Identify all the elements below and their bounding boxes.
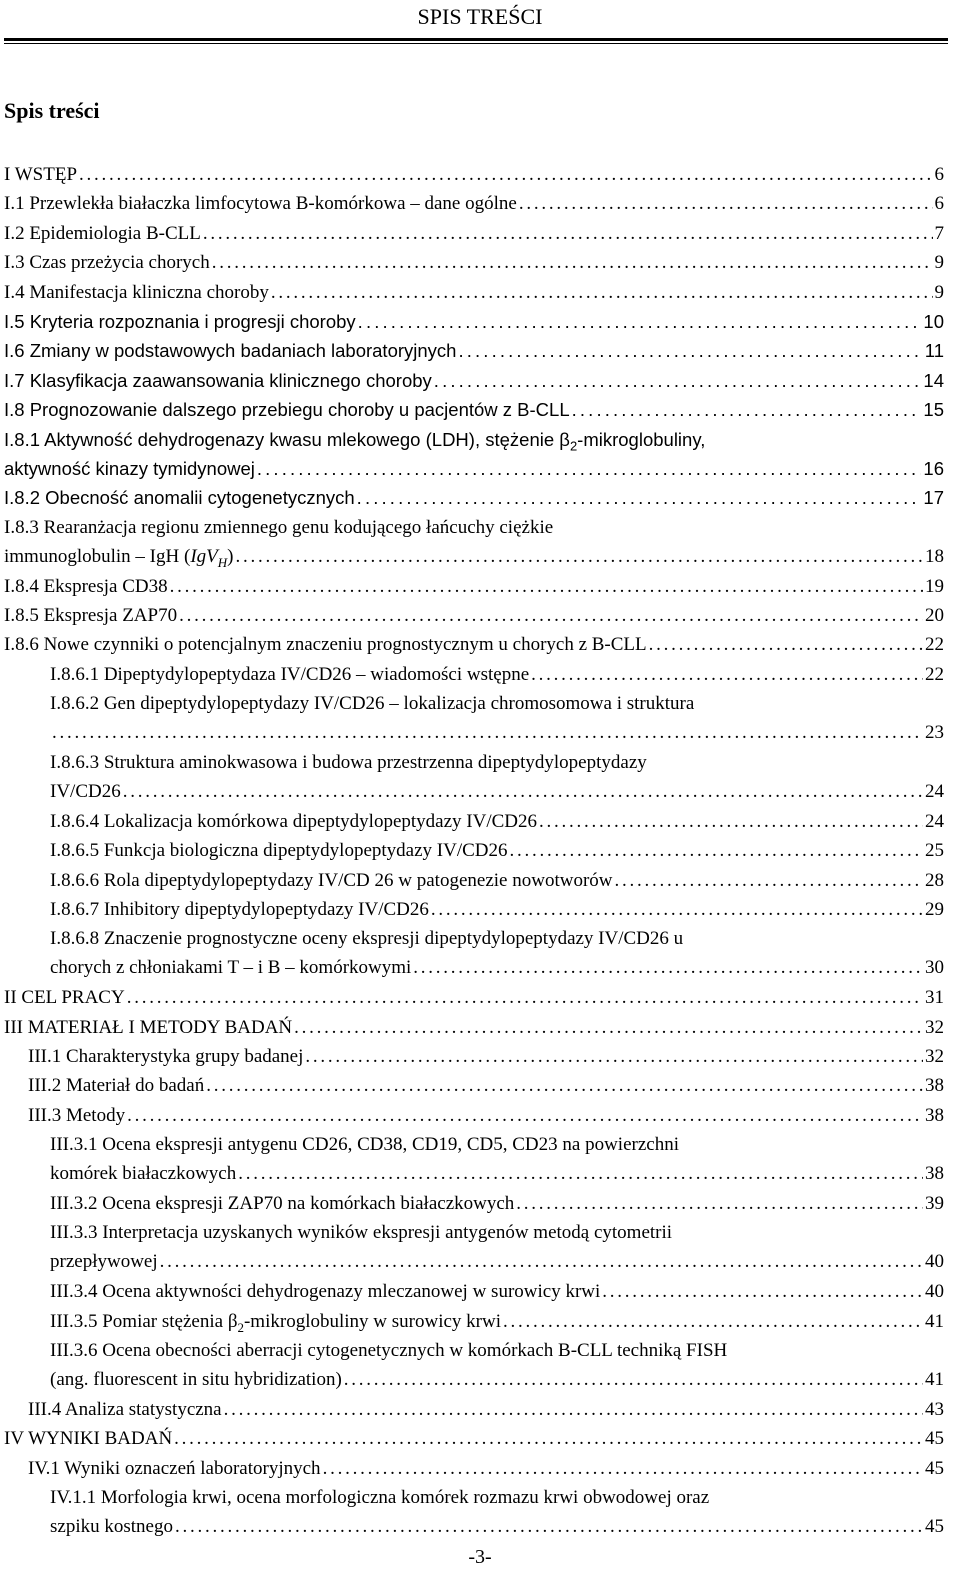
- dot-leader: [257, 454, 922, 483]
- toc-entry[interactable]: [50, 836, 944, 865]
- toc-entry-title: I.8.6 Nowe czynniki o potencjalnym znaczeniu prognostycznym u chorych z B-CLL: [4, 634, 647, 655]
- toc-entry-title: III.3 Metody: [28, 1105, 126, 1126]
- dot-leader: [344, 1365, 923, 1394]
- dot-leader: [434, 366, 922, 395]
- toc-entry[interactable]: [50, 1277, 944, 1306]
- dot-leader: [127, 983, 923, 1012]
- dot-leader: [175, 1512, 923, 1541]
- toc-page-number: 39: [925, 1193, 944, 1214]
- toc-entry-title: IV WYNIKI BADAŃ: [4, 1428, 173, 1449]
- dot-leader: [458, 336, 922, 365]
- dot-leader: [503, 1307, 923, 1336]
- dot-leader: [305, 1042, 923, 1071]
- dot-leader: [602, 1277, 923, 1306]
- toc-entry-title-line: I.8.6.8 Znaczenie prognostyczne oceny ekspresji dipeptydylopeptydazy IV/CD26 u: [50, 928, 684, 949]
- toc-page-number: 23: [925, 722, 944, 743]
- toc-entry[interactable]: [50, 1336, 944, 1394]
- toc-entry-title: I.8.6.4 Lokalizacja komórkowa dipeptydylopeptydazy IV/CD26: [50, 811, 538, 832]
- toc-entry[interactable]: [50, 1307, 944, 1336]
- toc-entry-title: I.8.5 Ekspresja ZAP70: [4, 605, 178, 626]
- toc-entry[interactable]: [50, 807, 944, 836]
- toc-page-number: 22: [925, 634, 944, 655]
- toc-page-number: 32: [925, 1046, 944, 1067]
- toc-entry-title: III.4 Analiza statystyczna: [28, 1399, 222, 1420]
- toc-entry-title: I.8.6.6 Rola dipeptydylopeptydazy IV/CD 26 w patogenezie nowotworów: [50, 870, 613, 891]
- toc-entry[interactable]: [50, 748, 944, 806]
- page-title: Spis treści: [4, 98, 100, 123]
- dot-leader: [238, 1159, 923, 1188]
- toc-entry[interactable]: [28, 1395, 944, 1424]
- toc-page-number: 22: [925, 664, 944, 685]
- toc-entry-title: I.8.6.7 Inhibitory dipeptydylopeptydazy IV/CD26: [50, 899, 429, 920]
- dot-leader: [127, 1101, 923, 1130]
- toc-entry[interactable]: [4, 483, 944, 512]
- toc-page-number: 16: [923, 458, 944, 479]
- toc-entry[interactable]: [50, 924, 944, 982]
- toc-entry-title: I.2 Epidemiologia B-CLL: [4, 223, 201, 244]
- toc-entry[interactable]: [4, 395, 944, 424]
- toc-entry[interactable]: [4, 1013, 944, 1042]
- toc-entry[interactable]: [50, 660, 944, 689]
- dot-leader: [516, 1189, 923, 1218]
- toc-entry-title-line: IV.1.1 Morfologia krwi, ocena morfologiczna komórek rozmazu krwi obwodowej oraz: [50, 1487, 710, 1508]
- dot-leader: [170, 572, 923, 601]
- toc-page-number: 14: [923, 370, 944, 391]
- toc-entry-title: I.8.6.5 Funkcja biologiczna dipeptydylopeptydazy IV/CD26: [50, 840, 508, 861]
- toc-entry-title: komórek białaczkowych: [50, 1163, 237, 1184]
- toc-entry-title: III.3.5 Pomiar stężenia $\beta_2$-mikroglobuliny w surowicy krwi: [50, 1311, 501, 1335]
- toc-page-number: 32: [925, 1017, 944, 1038]
- dot-leader: [212, 248, 933, 277]
- dot-leader: [179, 601, 923, 630]
- toc-entry-title-line: III.3.3 Interpretacja uzyskanych wyników ekspresji antygenów metodą cytometrii: [50, 1222, 673, 1243]
- toc-page-number: 25: [925, 840, 944, 861]
- toc-entry[interactable]: [4, 336, 944, 365]
- toc-entry[interactable]: [50, 1130, 944, 1188]
- dot-leader: [323, 1454, 923, 1483]
- toc-page-number: 24: [925, 811, 944, 832]
- running-header: SPIS TREŚCI: [417, 4, 543, 29]
- toc-entry-title-line: I.8.6.2 Gen dipeptydylopeptydazy IV/CD26 – lokalizacja chromosomowa i struktura: [50, 693, 695, 714]
- toc-entry-title: immunoglobulin – IgH (IgV$_H$): [4, 546, 234, 570]
- toc-entry-title-line: III.3.6 Ocena obecności aberracji cytogenetycznych w komórkach B-CLL techniką FISH: [50, 1340, 728, 1361]
- dot-leader: [531, 660, 923, 689]
- toc-entry[interactable]: [4, 160, 944, 189]
- toc-page-number: 19: [925, 576, 944, 597]
- dot-leader: [206, 1071, 923, 1100]
- dot-leader: [510, 836, 924, 865]
- toc-entry[interactable]: [28, 1454, 944, 1483]
- toc-entry-title-line: III.3.1 Ocena ekspresji antygenu CD26, CD38, CD19, CD5, CD23 na powierzchni: [50, 1134, 679, 1155]
- toc-entry[interactable]: [50, 1218, 944, 1276]
- toc-entry-title-line: I.8.6.3 Struktura aminokwasowa i budowa przestrzenna dipeptydylopeptydazy: [50, 752, 647, 773]
- dot-leader: [357, 483, 922, 512]
- toc-entry[interactable]: [4, 425, 944, 483]
- dot-leader: [431, 895, 923, 924]
- dot-leader: [79, 160, 932, 189]
- toc-entry-title-line: I.8.3 Rearanżacja regionu zmiennego genu kodującego łańcuchy ciężkie: [4, 517, 554, 538]
- toc-entry-title: III MATERIAŁ I METODY BADAŃ: [4, 1017, 293, 1038]
- toc-entry[interactable]: [4, 601, 944, 630]
- header-rule-thick: [4, 38, 948, 41]
- toc-page-number: 20: [925, 605, 944, 626]
- toc-entry[interactable]: [4, 219, 944, 248]
- toc-entry-title-line: I.8.1 Aktywność dehydrogenazy kwasu mlekowego (LDH), stężenie $\beta_2$-mikroglobuliny,: [4, 429, 706, 454]
- toc-entry[interactable]: [50, 895, 944, 924]
- toc-entry[interactable]: [4, 189, 944, 218]
- toc-entry[interactable]: [28, 1071, 944, 1100]
- toc-page-number: 6: [934, 164, 944, 185]
- page-number: -3-: [468, 1546, 492, 1568]
- toc-page-number: 40: [925, 1281, 944, 1302]
- toc-entry-title: I.8.4 Ekspresja CD38: [4, 576, 168, 597]
- toc-entry-title: I.8.6.1 Dipeptydylopeptydaza IV/CD26 – wiadomości wstępne: [50, 664, 530, 685]
- toc-page-number: 7: [934, 223, 944, 244]
- dot-leader: [413, 953, 923, 982]
- toc-entry[interactable]: [4, 366, 944, 395]
- dot-leader: [203, 219, 933, 248]
- dot-leader: [294, 1013, 923, 1042]
- toc-entry-title: III.2 Materiał do badań: [28, 1075, 205, 1096]
- toc-page-number: 9: [934, 252, 944, 273]
- toc-page-number: 11: [924, 340, 944, 361]
- toc-entry-title: (ang. fluorescent in situ hybridization): [50, 1369, 342, 1390]
- toc-entry-title: I.6 Zmiany w podstawowych badaniach laboratoryjnych: [4, 340, 457, 361]
- dot-leader: [235, 542, 923, 571]
- toc-entry-title: szpiku kostnego: [50, 1516, 173, 1537]
- toc-entry-title: III.3.2 Ocena ekspresji ZAP70 na komórkach białaczkowych: [50, 1193, 515, 1214]
- dot-leader: [358, 307, 922, 336]
- toc-entry-title: przepływowej: [50, 1251, 158, 1272]
- toc-entry-title: I.5 Kryteria rozpoznania i progresji choroby: [4, 311, 356, 332]
- toc-entry[interactable]: [28, 1042, 944, 1071]
- toc-page-number: 38: [925, 1075, 944, 1096]
- toc-page-number: 18: [925, 546, 944, 567]
- toc-entry[interactable]: [4, 572, 944, 601]
- toc-entry[interactable]: [4, 630, 944, 659]
- toc-entry[interactable]: [4, 248, 944, 277]
- toc-entry-title: I.8 Prognozowanie dalszego przebiegu choroby u pacjentów z B-CLL: [4, 399, 570, 420]
- toc-page-number: 41: [925, 1311, 944, 1332]
- toc-page-number: 45: [925, 1428, 944, 1449]
- toc-page-number: 28: [925, 870, 944, 891]
- toc-entry-title: I.3 Czas przeżycia chorych: [4, 252, 210, 273]
- dot-leader: [649, 630, 923, 659]
- toc-entry-title: III.1 Charakterystyka grupy badanej: [28, 1046, 304, 1067]
- toc-entry[interactable]: [28, 1101, 944, 1130]
- dot-leader: [160, 1247, 923, 1276]
- toc-page-number: 31: [925, 987, 944, 1008]
- toc-entry[interactable]: [50, 1189, 944, 1218]
- toc-entry-title: I WSTĘP: [4, 164, 78, 185]
- toc-page-number: 38: [925, 1105, 944, 1126]
- toc-entry[interactable]: [4, 307, 944, 336]
- toc-entry-title: I.1 Przewlekła białaczka limfocytowa B-komórkowa – dane ogólne: [4, 193, 517, 214]
- toc-page-number: 45: [925, 1458, 944, 1479]
- toc-entry[interactable]: [4, 278, 944, 307]
- toc-entry[interactable]: [4, 983, 944, 1012]
- toc-page-number: 6: [934, 193, 944, 214]
- toc-entry[interactable]: [50, 689, 944, 747]
- toc-entry[interactable]: [4, 1424, 944, 1453]
- toc-page-number: 40: [925, 1251, 944, 1272]
- toc-entry-title: III.3.4 Ocena aktywności dehydrogenazy mleczanowej w surowicy krwi: [50, 1281, 601, 1302]
- toc-entry-title: IV.1 Wyniki oznaczeń laboratoryjnych: [28, 1458, 321, 1479]
- dot-leader: [224, 1395, 923, 1424]
- toc-page-number: 30: [925, 957, 944, 978]
- header-rule-thin: [4, 43, 948, 44]
- toc-entry[interactable]: [50, 866, 944, 895]
- dot-leader: [123, 777, 923, 806]
- dot-leader: [271, 278, 933, 307]
- toc-page-number: 41: [925, 1369, 944, 1390]
- toc-page-number: 10: [923, 311, 944, 332]
- toc-page-number: 17: [923, 487, 944, 508]
- toc-entry-title: aktywność kinazy tymidynowej: [4, 458, 255, 479]
- toc-entry-title: I.8.2 Obecność anomalii cytogenetycznych: [4, 487, 355, 508]
- dot-leader: [519, 189, 933, 218]
- toc-entry[interactable]: [50, 1483, 944, 1541]
- toc-page-number: 38: [925, 1163, 944, 1184]
- toc-entry-title: I.4 Manifestacja kliniczna choroby: [4, 282, 269, 303]
- dot-leader: [572, 395, 922, 424]
- toc-page-number: 29: [925, 899, 944, 920]
- toc-page-number: 9: [934, 282, 944, 303]
- toc-entry-title: II CEL PRACY: [4, 987, 125, 1008]
- toc-page-number: 45: [925, 1516, 944, 1537]
- toc-entry[interactable]: [4, 513, 944, 571]
- dot-leader: [174, 1424, 923, 1453]
- dot-leader: [615, 866, 924, 895]
- toc-entry-title: chorych z chłoniakami T – i B – komórkowymi: [50, 957, 412, 978]
- toc-entry-title: I.7 Klasyfikacja zaawansowania klinicznego choroby: [4, 370, 432, 391]
- toc-page-number: 15: [923, 399, 944, 420]
- toc-page-number: 43: [925, 1399, 944, 1420]
- dot-leader: [539, 807, 923, 836]
- toc-entry-title: IV/CD26: [50, 781, 121, 802]
- toc-page-number: 24: [925, 781, 944, 802]
- dot-leader: [52, 718, 923, 747]
